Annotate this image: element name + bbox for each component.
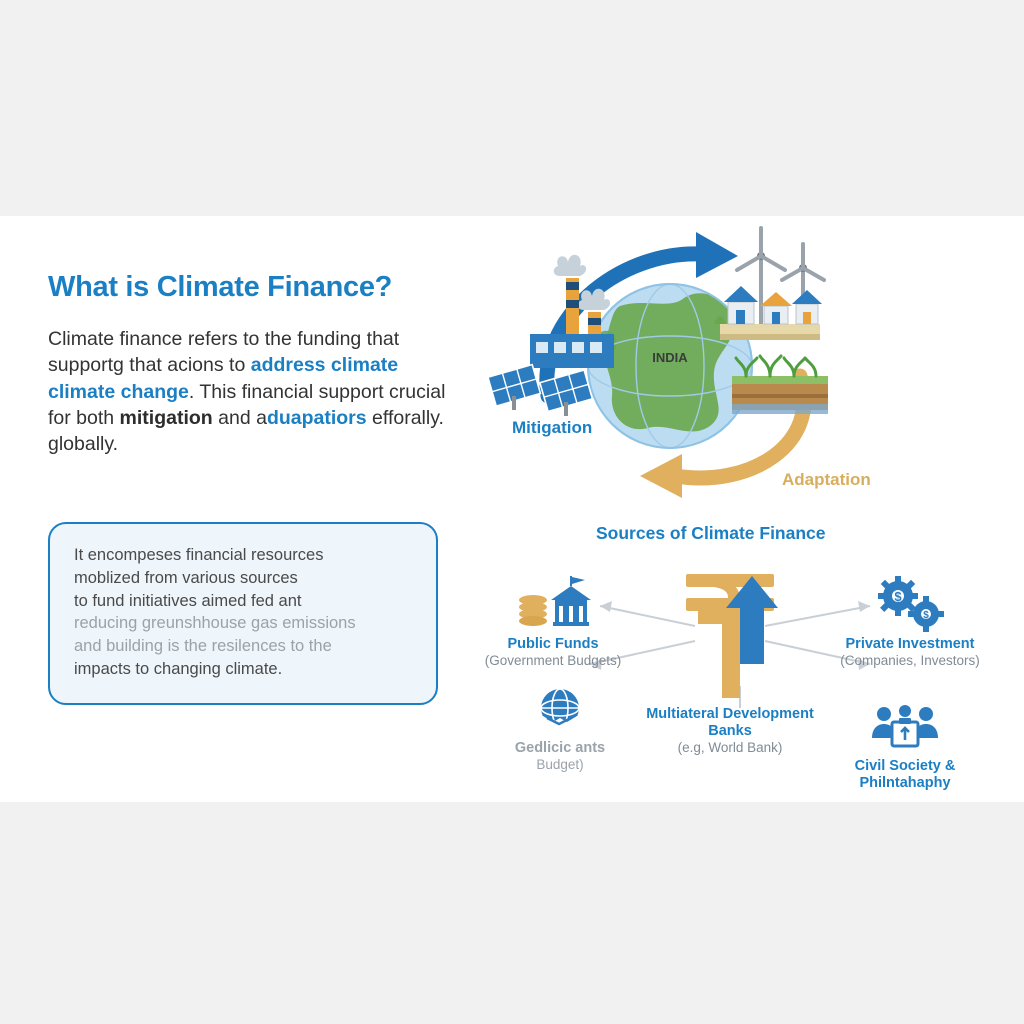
globe-center-label: INDIA	[652, 350, 688, 365]
source-node-civil-society[interactable]	[810, 704, 1000, 792]
intro-paragraph	[48, 326, 448, 458]
callout-line-2: moblized from various sources	[74, 568, 298, 587]
intro-accent-2: duapatiors	[266, 406, 367, 429]
people-donation-icon	[868, 704, 942, 754]
intro-accent-1: address climate climate change	[48, 354, 399, 403]
callout-line-6: impacts to changing climate.	[74, 659, 283, 678]
svg-text:$: $	[894, 589, 902, 604]
gears-dollar-icon	[870, 576, 950, 632]
adaptation-label: Adaptation	[782, 470, 871, 489]
rupee-symbol-icon	[686, 574, 778, 698]
source-label: Multiateral Development Banks	[646, 706, 814, 740]
source-node-multilateral-development-banks[interactable]	[632, 706, 828, 756]
intro-segment-1: Climate finance refers to the funding that supportg that acions to	[48, 327, 400, 377]
page-title: What is Climate Finance?	[48, 271, 393, 303]
source-node-public-funds[interactable]	[458, 576, 648, 669]
intro-segment-3: and a	[212, 406, 267, 429]
sources-section-title: Sources of Climate Finance	[596, 523, 826, 543]
bank-coins-icon	[513, 576, 593, 632]
svg-text:$: $	[923, 610, 929, 621]
intro-bold-1: mitigation	[119, 406, 213, 429]
left-text-column	[48, 272, 448, 457]
callout-line-5: and building is the resilences to the	[74, 637, 332, 656]
source-sublabel: (Government Budgets)	[484, 653, 622, 669]
mitigation-label: Mitigation	[512, 418, 593, 437]
source-sublabel: (Companies, Investors)	[840, 653, 980, 669]
callout-box	[48, 522, 438, 705]
sources-diagram	[440, 546, 1020, 796]
callout-line-4: reducing greunshhouse gas emissions	[74, 614, 356, 633]
callout-line-1: It encompeses financial resources	[74, 546, 324, 564]
source-label: Gedlicic ants	[514, 740, 606, 756]
village-houses-icon	[714, 286, 822, 340]
slide-canvas	[0, 216, 1024, 802]
intro-segment-4: efforally. globally.	[48, 406, 444, 456]
source-node-grants[interactable]	[470, 686, 650, 773]
climate-cycle-svg	[470, 226, 1010, 516]
intro-segment-2: . This financial support crucial for both	[48, 380, 446, 429]
callout-line-3: to fund initiatives aimed fed ant	[74, 591, 302, 610]
source-label: Civil Society & Philntahaphy	[854, 758, 956, 792]
source-label: Public Funds	[507, 636, 599, 652]
source-label: Private Investment	[845, 636, 975, 652]
source-sublabel: Budget)	[536, 757, 584, 773]
source-sublabel: (e.g, World Bank)	[677, 740, 783, 756]
source-node-private-investment[interactable]	[810, 576, 1010, 669]
factory-icon	[530, 255, 614, 368]
globe-handshake-icon	[529, 686, 591, 736]
climate-cycle-diagram	[470, 226, 1010, 516]
